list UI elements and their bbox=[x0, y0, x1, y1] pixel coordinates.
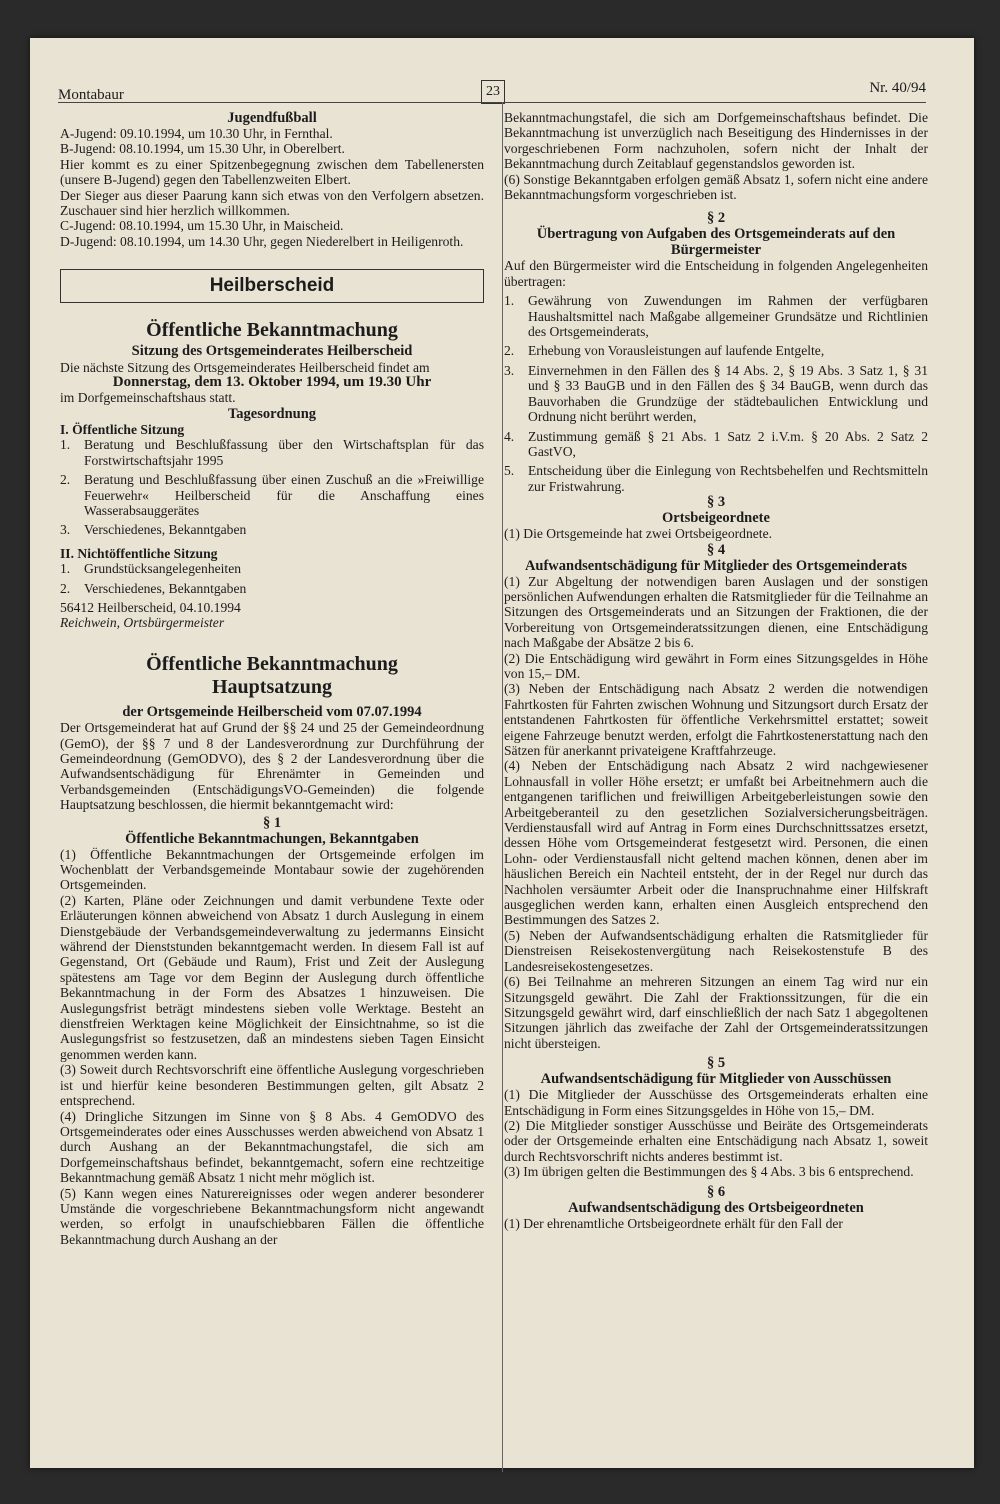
section-title: Aufwandsentschädigung für Mitglieder von Ausschüssen bbox=[540, 1071, 892, 1088]
header-town: Montabaur bbox=[58, 87, 124, 103]
paragraph: (4) Neben der Entschädigung nach Absatz 2 wird nachgewiesener Lohnausfall in voller Höhe ersetzt; er umfaßt bei Arbeitnehmern auch die entgangenen tariflichen und freiwilligen Arbeitgeberleistungen sowie den Arbeitgeberanteil zu den gesetzlichen Sozialversicherungsbeiträgen. Verdienstausfall wird auf Antrag in Form eines Durchschnittssatzes ersetzt, dessen Höhe vom Ortsgemeinderat festgesetzt wird. Personen, die einen Lohn- oder Verdienstausfall nicht geltend machen können, denen aber im häuslichen Bereich ein Nachteil entsteht, der in der Regel nur durch das Nachholen versäumter Arbeit oder die Inanspruchnahme einer Hilfskraft ausgeglichen werden kann, erhalten einen Ausgleich entsprechend den Bestimmungen des Satzes 2. bbox=[504, 758, 928, 928]
paragraph: (5) Neben der Aufwandsentschädigung erhalten die Ratsmitglieder für Dienstreisen Reisekostenvergütung nach Reisekostenstufe B des Landesreisekostengesetzes. bbox=[504, 927, 928, 974]
paragraph: (1) Die Mitglieder der Ausschüsse des Ortsgemeinderats erhalten eine Entschädigung in Form eines Sitzungsgeldes in Höhe von 15,– DM. bbox=[504, 1087, 928, 1118]
paragraph: (2) Die Entschädigung wird gewährt in Form eines Sitzungsgeldes in Höhe von 15,– DM. bbox=[504, 650, 928, 681]
paragraph: (3) Im übrigen gelten die Bestimmungen des § 4 Abs. 3 bis 6 entsprechend. bbox=[504, 1164, 914, 1180]
section-number: § 5 bbox=[706, 1055, 726, 1072]
agenda-item: 2. Beratung und Beschlußfassung über einen Zuschuß an die »Freiwillige Feuerwehr« Heilberscheid für die Anschaffung eines Wasserabsauggerätes bbox=[60, 472, 484, 518]
statute-intro: Der Ortsgemeinderat hat auf Grund der §§ 24 und 25 der Gemeindeordnung (GemO), der §§ 7 und 8 der Landesverordnung zur Durchführung der Gemeindeordnung (GemODVO), des § 2 der Landesverordnung über die Aufwandsentschädigung für Ehrenämter in Gemeinden und Verbandsgemeinden (EntschädigungsVO-Gemeinden) die folgende Hauptsatzung beschlossen, die hiermit bekanntgemacht wird: bbox=[60, 720, 484, 813]
column-divider bbox=[502, 102, 503, 1472]
notice-subtitle: Sitzung des Ortsgemeinderates Heilberscheid bbox=[131, 343, 413, 360]
section-number: § 4 bbox=[706, 541, 726, 558]
signature: Reichwein, Ortsbürgermeister bbox=[60, 615, 225, 631]
left-column bbox=[60, 110, 484, 1247]
public-session-heading: I. Öffentliche Sitzung bbox=[60, 421, 185, 437]
paragraph: (6) Bei Teilnahme an mehreren Sitzungen an einem Tag wird nur ein Sitzungsgeld gewährt. Die Zahl der Fraktionssitzungen, für die ein Sitzungsgeld gewährt wird, darf einschließlich der nach Satz 1 abgegoltenen Sitzungen jährlich das zweifache der Zahl der Ortsgemeinderatssitzungen nicht übersteigen. bbox=[504, 974, 928, 1051]
section-title: Aufwandsentschädigung für Mitglieder des Ortsgemeinderats bbox=[524, 557, 908, 574]
statute-title-1: Öffentliche Bekanntmachung bbox=[146, 652, 398, 675]
section-title: Aufwandsentschädigung des Ortsbeigeordneten bbox=[568, 1199, 864, 1216]
agenda-heading: Tagesordnung bbox=[227, 405, 317, 422]
paragraph: (6) Sonstige Bekanntgaben erfolgen gemäß Absatz 1, sofern nicht eine andere Bekanntmachungsform vorgeschrieben ist. bbox=[504, 171, 928, 203]
paragraph: (1) Öffentliche Bekanntmachungen der Ortsgemeinde erfolgen im Wochenblatt der Verbandsgemeinde Montabaur sowie der zugehörenden Ortsgemeinden. bbox=[60, 846, 484, 893]
private-session-heading: II. Nichtöffentliche Sitzung bbox=[60, 545, 218, 561]
agenda-item: 1. Grundstücksangelegenheiten bbox=[60, 561, 242, 577]
paragraph: (1) Der ehrenamtliche Ortsbeigeordnete erhält für den Fall der bbox=[504, 1215, 843, 1231]
list-item: 5. Entscheidung über die Einlegung von Rechtsbehelfen und Rechtsmitteln zur Fristwahrung. bbox=[504, 463, 928, 494]
notice-intro: Die nächste Sitzung des Ortsgemeinderates Heilberscheid findet am bbox=[60, 359, 430, 375]
youth-football-line: Hier kommt es zu einer Spitzenbegegnung zwischen dem Tabellenersten (unsere B-Jugend) gegen den Tabellenzweiten Elbert. bbox=[60, 156, 484, 188]
section-title: Öffentliche Bekanntmachungen, Bekanntgaben bbox=[125, 830, 419, 847]
paragraph: (1) Die Ortsgemeinde hat zwei Ortsbeigeordnete. bbox=[504, 526, 772, 542]
right-column bbox=[504, 110, 928, 1231]
paragraph: (3) Soweit durch Rechtsvorschrift eine öffentliche Auslegung vorgeschrieben ist und hierfür keine besonderen Bestimmungen gelten, gilt Absatz 2 entsprechend. bbox=[60, 1062, 484, 1109]
section-number: § 3 bbox=[706, 494, 726, 511]
notice-title: Öffentliche Bekanntmachung bbox=[146, 319, 398, 342]
header-rule bbox=[58, 102, 926, 103]
paragraph: (2) Die Mitglieder sonstiger Ausschüsse und Beiräte des Ortsgemeinderats oder der Ortsgemeinde erhalten eine Entschädigung nach Absatz 1, soweit durch Rechtsvorschrift nichts anderes bestimmt ist. bbox=[504, 1117, 928, 1164]
agenda-item: 2. Verschiedenes, Bekanntgaben bbox=[60, 580, 247, 596]
section-title: Übertragung von Aufgaben des Ortsgemeinderats auf den Bürgermeister bbox=[536, 226, 896, 259]
paragraph: (2) Karten, Pläne oder Zeichnungen und damit verbundene Texte oder Erläuterungen können abweichend von Absatz 1 durch Auslegung in einem Dienstgebäude der Verbandsgemeindeverwaltung zu jedermanns Einsicht während der Dienststunden bekanntgemacht werden. In diesem Fall ist auf Gegenstand, Ort (Gebäude und Raum), Frist und Zeit der Auslegung spätestens am Tage vor dem Beginn der Auslegung durch öffentliche Bekanntmachung in der Form des Absatzes 1 hinzuweisen. Die Auslegungsfrist beträgt mindestens sieben volle Werktage. Besteht an dienstfreien Werktagen keine Möglichkeit der Einsichtnahme, so ist die Auslegungsfrist so festzusetzen, daß an mindestens sieben Tagen Einsicht genommen werden kann. bbox=[60, 892, 484, 1062]
meeting-date: Donnerstag, dem 13. Oktober 1994, um 19.30 Uhr bbox=[112, 374, 432, 391]
youth-football-title: Jugendfußball bbox=[227, 110, 317, 126]
paragraph: Bekanntmachungstafel, die sich am Dorfgemeinschaftshaus befindet. Die Bekanntmachung ist unverzüglich nach Beseitigung des Hindernisses in der vorgeschriebenen Form nachzuholen, sofern nicht der Inhalt der Bekanntmachung durch Zeitablauf gegenstandslos geworden ist. bbox=[504, 110, 928, 172]
paragraph: (5) Kann wegen eines Naturereignisses oder wegen anderer besonderer Umstände die vorgeschriebene Bekanntmachungsform nicht angewandt werden, so erfolgt in unaufschiebbaren Fällen die öffentliche Bekanntmachung durch Aushang an der bbox=[60, 1185, 484, 1247]
youth-football-line: B-Jugend: 08.10.1994, um 15.30 Uhr, in Oberelbert. bbox=[60, 141, 345, 157]
place-date: 56412 Heilberscheid, 04.10.1994 bbox=[60, 599, 241, 615]
statute-subtitle: der Ortsgemeinde Heilberscheid vom 07.07.1994 bbox=[122, 703, 422, 720]
paragraph: (3) Neben der Entschädigung nach Absatz 2 werden die notwendigen Fahrtkosten für Fahrten zwischen Wohnung und Sitzungsort durch Ersatz der entstandenen Fahrtkosten für öffentliche Verkehrsmittel erstattet; soweit eigene Fahrzeuge benutzt werden, erfolgt die Fahrtkostenerstattung nach den Sätzen für anerkannt privateigene Kraftfahrzeuge. bbox=[504, 681, 928, 758]
youth-football-line: D-Jugend: 08.10.1994, um 14.30 Uhr, gegen Niederelbert in Heiligenroth. bbox=[60, 233, 464, 249]
page-number: 23 bbox=[481, 80, 505, 104]
youth-football-line: C-Jugend: 08.10.1994, um 15.30 Uhr, in Maischeid. bbox=[60, 218, 344, 234]
list-item: 4. Zustimmung gemäß § 21 Abs. 1 Satz 2 i.V.m. § 20 Abs. 2 Satz 2 GastVO, bbox=[504, 428, 928, 459]
newspaper-page bbox=[30, 38, 974, 1468]
section-title: Ortsbeigeordnete bbox=[662, 510, 770, 527]
statute-title-2: Hauptsatzung bbox=[211, 675, 333, 698]
list-item: 3. Einvernehmen in den Fällen des § 14 Abs. 2, § 19 Abs. 3 Satz 1, § 31 und § 33 BauGB und in den Fällen des § 34 BauGB, wenn durch das Bauvorhaben die Grundzüge der städtebaulichen Entwicklung und Ordnung nicht berührt werden, bbox=[504, 362, 928, 425]
youth-football-line: Der Sieger aus dieser Paarung kann sich etwas von den Verfolgern absetzen. Zuschauer sind hier herzlich willkommen. bbox=[60, 187, 484, 219]
youth-football-line: A-Jugend: 09.10.1994, um 10.30 Uhr, in Fernthal. bbox=[60, 126, 333, 141]
section-number: § 2 bbox=[706, 210, 726, 227]
agenda-item: 1. Beratung und Beschlußfassung über den Wirtschaftsplan für das Forstwirtschaftsjahr 1995 bbox=[60, 437, 484, 468]
paragraph: Auf den Bürgermeister wird die Entscheidung in folgenden Angelegenheiten übertragen: bbox=[504, 258, 928, 289]
issue-number: Nr. 40/94 bbox=[869, 80, 926, 96]
section-number: § 1 bbox=[262, 814, 282, 831]
meeting-place: im Dorfgemeinschaftshaus statt. bbox=[60, 390, 236, 406]
section-box-heilberscheid: Heilberscheid bbox=[60, 269, 484, 303]
paragraph: (1) Zur Abgeltung der notwendigen baren Auslagen und der sonstigen persönlichen Aufwendungen erhalten die Ratsmitglieder für die Teilnahme an Sitzungen des Ortsgemeinderats und an Sitzungen der Fraktionen, die der Vorbereitung von Ortsgemeinderatssitzungen dienen, eine Entschädigung nach Maßgabe der Absätze 2 bis 6. bbox=[504, 573, 928, 651]
agenda-item: 3. Verschiedenes, Bekanntgaben bbox=[60, 522, 247, 538]
list-item: 1. Gewährung von Zuwendungen im Rahmen der verfügbaren Haushaltsmittel nach Maßgabe allgemeiner Grundsätze und Richtlinien des Ortsgemeinderats, bbox=[504, 293, 928, 340]
section-number: § 6 bbox=[706, 1183, 726, 1200]
list-item: 2. Erhebung von Vorausleistungen auf laufende Entgelte, bbox=[504, 343, 825, 359]
paragraph: (4) Dringliche Sitzungen im Sinne von § 8 Abs. 4 GemODVO des Ortsgemeinderates oder eines Ausschusses werden abweichend von Absatz 1 durch Aushang an der Bekanntmachungstafel, die sich am Dorfgemeinschaftshaus befindet, bekanntgemacht, sofern eine rechtzeitige Bekanntmachung gemäß Absatz 1 nicht mehr möglich ist. bbox=[60, 1108, 484, 1186]
